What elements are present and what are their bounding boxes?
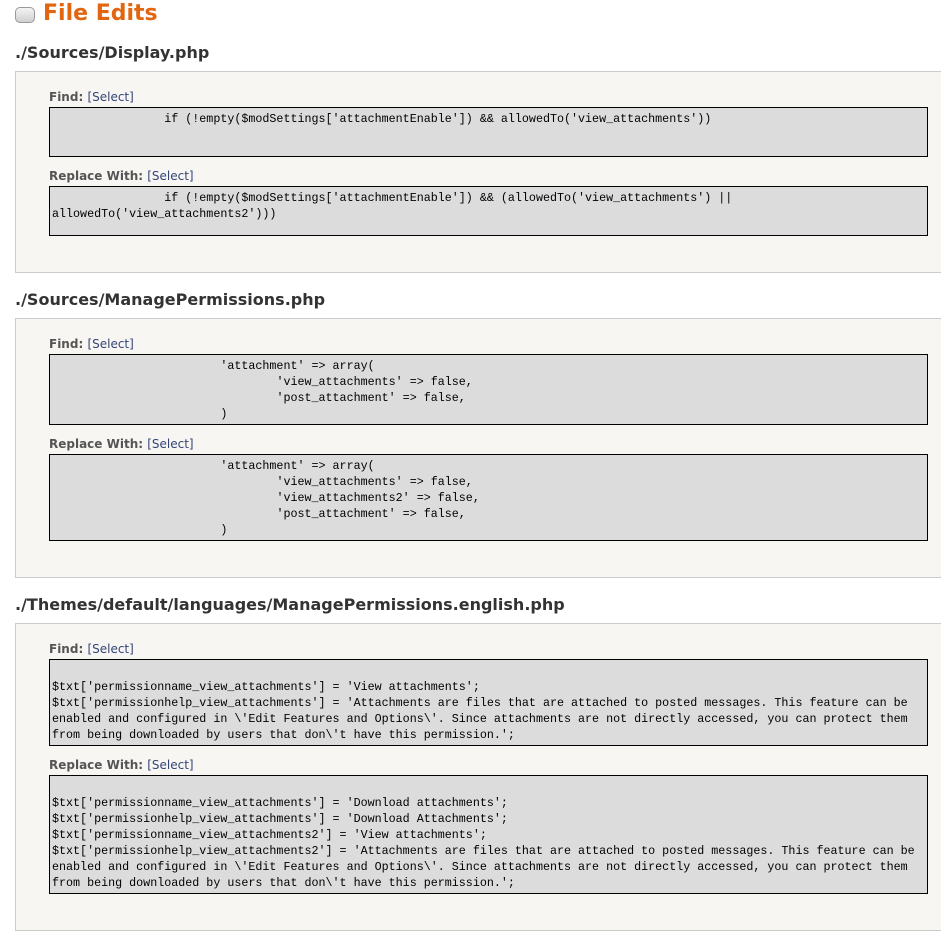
collapse-toggle-icon[interactable]: [15, 7, 35, 23]
select-replace-link[interactable]: [Select]: [147, 169, 194, 183]
find-code: 'attachment' => array( 'view_attachments' => false, 'post_attachment' => false, ): [49, 354, 928, 425]
find-label: Find:: [49, 642, 84, 656]
page-title: File Edits: [43, 0, 158, 26]
file-edits-header: [0, 0, 941, 26]
find-label-row: [49, 89, 928, 105]
find-label: Find:: [49, 90, 84, 104]
file-path-title: ./Sources/Display.php: [15, 43, 210, 62]
replace-label-row: [49, 436, 928, 452]
select-find-link[interactable]: [Select]: [87, 90, 134, 104]
find-code: $txt['permissionname_view_attachments'] = 'View attachments'; $txt['permissionhelp_view_attachments'] = 'Attachments are files that are attached to posted messages. This feature can be enabled and configured in \'Edit Features and Options\'. Since attachments are not directly accessed, you can protect them from being downloaded by users that don\'t have this permission.';: [49, 659, 928, 746]
replace-label-row: [49, 757, 928, 773]
replace-code: 'attachment' => array( 'view_attachments' => false, 'view_attachments2' => false, 'post_attachment' => false, ): [49, 454, 928, 541]
replace-label: Replace With:: [49, 169, 144, 183]
replace-code: $txt['permissionname_view_attachments'] = 'Download attachments'; $txt['permissionhelp_view_attachments'] = 'Download Attachments'; $txt['permissionname_view_attachments2'] = 'View attachments'; $txt['permissionhelp_view_attachments2'] = 'Attachments are files that are attached to posted messages. This feature can be enabled and configured in \'Edit Features and Options\'. Since attachments are not directly accessed, you can protect them from being downloaded by users that don\'t have this permission.';: [49, 775, 928, 894]
find-label-row: [49, 641, 928, 657]
file-edit-block: [15, 623, 941, 931]
replace-label: Replace With:: [49, 437, 144, 451]
file-path-title: ./Sources/ManagePermissions.php: [15, 290, 326, 309]
select-find-link[interactable]: [Select]: [87, 642, 134, 656]
file-edit-block: [15, 318, 941, 578]
replace-label-row: [49, 168, 928, 184]
select-find-link[interactable]: [Select]: [87, 337, 134, 351]
file-path-title: ./Themes/default/languages/ManagePermissions.english.php: [15, 595, 565, 614]
find-label-row: [49, 336, 928, 352]
find-label: Find:: [49, 337, 84, 351]
select-replace-link[interactable]: [Select]: [147, 758, 194, 772]
replace-code: if (!empty($modSettings['attachmentEnable']) && (allowedTo('view_attachments') || allowedTo('view_attachments2'))): [49, 186, 928, 236]
find-code: if (!empty($modSettings['attachmentEnable']) && allowedTo('view_attachments')): [49, 107, 928, 157]
file-edit-block: [15, 71, 941, 273]
select-replace-link[interactable]: [Select]: [147, 437, 194, 451]
replace-label: Replace With:: [49, 758, 144, 772]
